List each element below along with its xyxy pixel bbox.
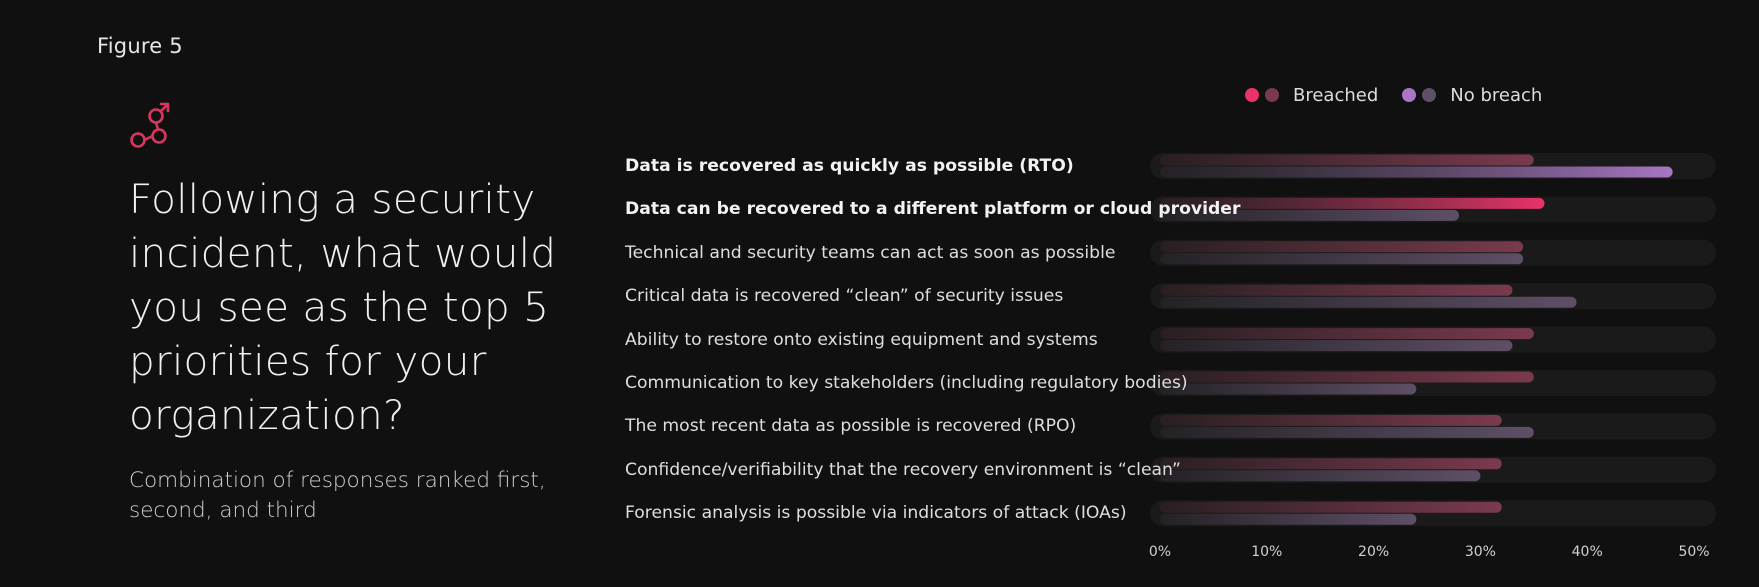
bar-no-breach bbox=[1160, 340, 1512, 351]
bar-breached bbox=[1160, 328, 1534, 339]
bar-breached bbox=[1160, 285, 1512, 296]
category-label: Data is recovered as quickly as possible (RTO) bbox=[625, 156, 1074, 176]
legend-label-no-breach: No breach bbox=[1450, 84, 1543, 106]
chart-subtitle: Combination of responses ranked first, second, and third bbox=[129, 468, 546, 523]
category-label: Technical and security teams can act as soon as possible bbox=[625, 242, 1116, 263]
bar-no-breach bbox=[1160, 470, 1480, 481]
x-tick-label: 20% bbox=[1358, 544, 1390, 560]
bar-no-breach bbox=[1160, 167, 1673, 178]
bar-no-breach bbox=[1160, 297, 1577, 308]
bar-no-breach bbox=[1160, 384, 1416, 395]
bar-breached bbox=[1160, 372, 1534, 383]
chart-title: Following a security incident, what would you see as the top 5 priorities for your organization? bbox=[129, 175, 557, 439]
category-label: Confidence/verifiability that the recovery environment is “clean” bbox=[625, 459, 1181, 480]
category-label: Ability to restore onto existing equipment and systems bbox=[625, 329, 1098, 350]
bar-no-breach bbox=[1160, 514, 1416, 525]
bar-breached bbox=[1160, 415, 1502, 426]
category-label: Data can be recovered to a different platform or cloud provider bbox=[625, 199, 1241, 220]
category-label: Communication to key stakeholders (including regulatory bodies) bbox=[625, 373, 1188, 393]
x-tick-label: 10% bbox=[1251, 544, 1283, 560]
x-tick-label: 0% bbox=[1148, 544, 1172, 560]
x-tick-label: 40% bbox=[1571, 544, 1603, 560]
bar-breached bbox=[1160, 241, 1523, 252]
bar-breached bbox=[1160, 502, 1502, 513]
x-tick-label: 30% bbox=[1464, 544, 1496, 560]
figure-label: Figure 5 bbox=[97, 34, 183, 58]
category-label: Forensic analysis is possible via indicators of attack (IOAs) bbox=[625, 503, 1127, 524]
category-label: Critical data is recovered “clean” of security issues bbox=[625, 286, 1064, 307]
bar-breached bbox=[1160, 458, 1502, 469]
x-tick-label: 50% bbox=[1678, 544, 1710, 560]
bar-no-breach bbox=[1160, 253, 1523, 264]
category-label: The most recent data as possible is recovered (RPO) bbox=[625, 416, 1077, 437]
bar-no-breach bbox=[1160, 427, 1534, 438]
legend-label-breached: Breached bbox=[1293, 84, 1379, 106]
bar-breached bbox=[1160, 155, 1534, 166]
